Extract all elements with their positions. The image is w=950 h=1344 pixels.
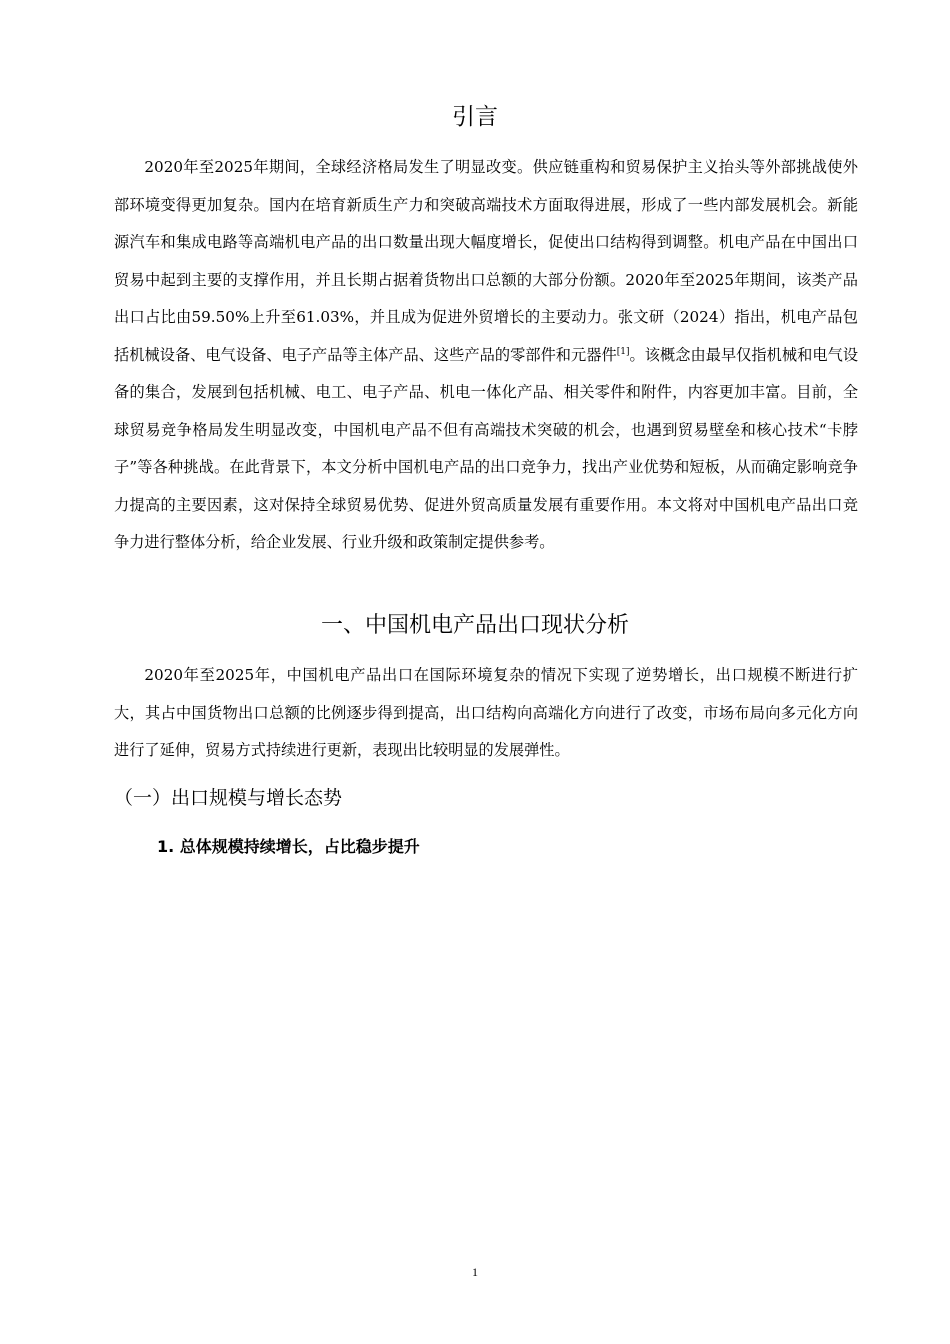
introduction-heading: 引言 (452, 104, 498, 130)
page-number: 1 (472, 1265, 478, 1279)
section-1-paragraph: 2020年至2025年，中国机电产品出口在国际环境复杂的情况下实现了逆势增长，出口规模不断进行扩大，其占中国货物出口总额的比例逐步得到提高，出口结构向高端化方向进行了改变，市场布局向多元化方向进行了延伸，贸易方式持续进行更新，表现出比较明显的发展弹性。 (114, 666, 858, 759)
subsection-1-heading: （一）出口规模与增长态势 (114, 787, 343, 809)
introduction-paragraph (114, 149, 858, 562)
citation-reference: [1] (616, 346, 630, 357)
subsubsection-1-heading: 1. 总体规模持续增长，占比稳步提升 (157, 837, 420, 856)
introduction-text-part-1: 2020年至2025年期间，全球经济格局发生了明显改变。供应链重构和贸易保护主义抬头等外部挑战使外部环境变得更加复杂。国内在培育新质生产力和突破高端技术方面取得进展，形成了一些内部发展机会。新能源汽车和集成电路等高端机电产品的出口数量出现大幅度增长，促使出口结构得到调整。机电产品在中国出口贸易中起到主要的支撑作用，并且长期占据着货物出口总额的大部分份额。2020年至2025年期间，该类产品出口占比由59.50%上升至61.03%，并且成为促进外贸增长的主要动力。张文研（2024）指出，机电产品包括机械设备、电气设备、电子产品等主体产品、这些产品的零部件和元器件 (114, 158, 858, 364)
introduction-text-part-2: 。该概念由最早仅指机械和电气设备的集合，发展到包括机械、电工、电子产品、机电一体化产品、相关零件和附件，内容更加丰富。目前，全球贸易竞争格局发生明显改变，中国机电产品不但有高端技术突破的机会，也遇到贸易壁垒和核心技术“卡脖子”等各种挑战。在此背景下，本文分析中国机电产品的出口竞争力，找出产业优势和短板，从而确定影响竞争力提高的主要因素，这对保持全球贸易优势、促进外贸高质量发展有重要作用。本文将对中国机电产品出口竞争力进行整体分析，给企业发展、行业升级和政策制定提供参考。 (114, 345, 858, 551)
section-1-heading: 一、中国机电产品出口现状分析 (320, 613, 629, 638)
